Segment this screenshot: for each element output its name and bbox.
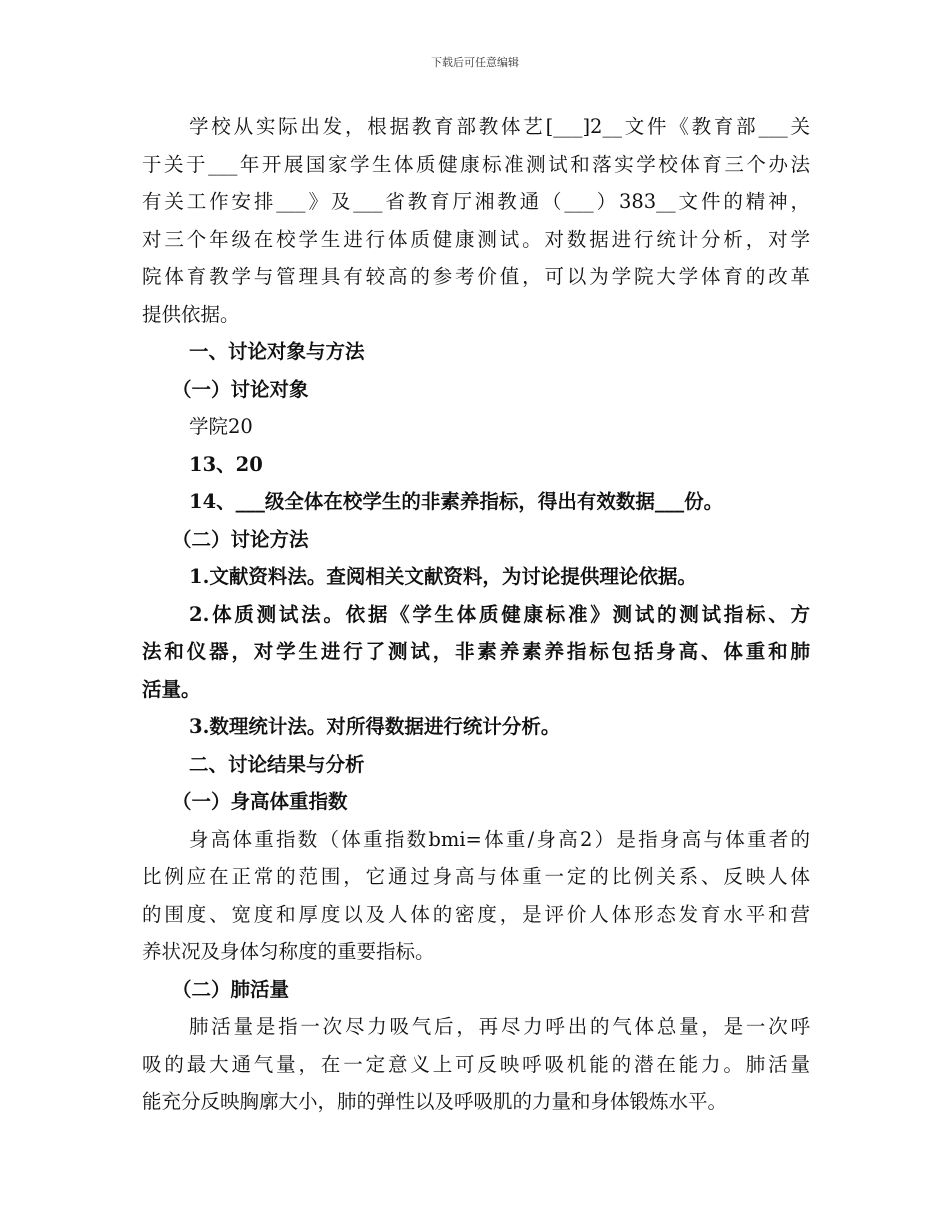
- method-3: 3.数理统计法。对所得数据进行统计分析。: [189, 715, 561, 738]
- bmi-line-3: 的围度、宽度和厚度以及人体的密度，是评价人体形态发育水平和营: [142, 902, 810, 926]
- intro-line-4: 对三个年级在校学生进行体质健康测试。对数据进行统计分析，对学: [142, 227, 810, 251]
- subsection-heading-research-method: （二）讨论方法: [172, 527, 309, 551]
- bmi-line-1: 身高体重指数（体重指数bmi=体重/身高2）是指身高与体重者的: [189, 827, 810, 851]
- intro-line-3: 有关工作安排___》及___省教育厅湘教通（___）383__文件的精神，: [142, 190, 810, 213]
- lung-line-1: 肺活量是指一次尽力吸气后，再尽力呼出的气体总量，是一次呼: [189, 1015, 810, 1038]
- subsection-heading-research-object: （一）讨论对象: [172, 377, 309, 401]
- method-2-line-2: 法和仪器，对学生进行了测试，非素养素养指标包括身高、体重和肺: [142, 640, 810, 663]
- intro-line-5: 院体育教学与管理具有较高的参考价值，可以为学院大学体育的改革: [142, 265, 810, 288]
- object-line-2: 13、20: [189, 452, 263, 476]
- bmi-line-4: 养状况及身体匀称度的重要指标。: [142, 940, 435, 963]
- document-body: [142, 108, 810, 1121]
- subsection-heading-bmi: （一）身高体重指数: [172, 790, 348, 813]
- bmi-line-2: 比例应在正常的范围，它通过身高与体重一定的比例关系、反映人体: [142, 865, 810, 888]
- method-1: 1.文献资料法。查阅相关文献资料，为讨论提供理论依据。: [189, 565, 697, 588]
- object-line-3: 14、___级全体在校学生的非素养指标，得出有效数据___份。: [189, 490, 724, 513]
- subsection-heading-lung-capacity: （二）肺活量: [172, 977, 290, 1001]
- intro-line-2: 于关于___年开展国家学生体质健康标准测试和落实学校体育三个办法: [142, 152, 810, 176]
- method-2-line-1: 2.体质测试法。依据《学生体质健康标准》测试的测试指标、方: [189, 602, 810, 626]
- method-2-line-3: 活量。: [142, 677, 201, 701]
- intro-line-1: 学校从实际出发，根据教育部教体艺[___]2__文件《教育部___关: [189, 115, 810, 138]
- object-line-1: 学院20: [189, 415, 253, 438]
- page-header: 下载后可任意编辑: [431, 56, 519, 69]
- intro-line-6: 提供依据。: [142, 302, 240, 326]
- section-heading-1: 一、讨论对象与方法: [189, 340, 365, 363]
- lung-line-3: 能充分反映胸廓大小，肺的弹性以及呼吸肌的力量和身体锻炼水平。: [142, 1090, 728, 1113]
- section-heading-2: 二、讨论结果与分析: [189, 752, 365, 776]
- lung-line-2: 吸的最大通气量，在一定意义上可反映呼吸机能的潜在能力。肺活量: [142, 1052, 810, 1076]
